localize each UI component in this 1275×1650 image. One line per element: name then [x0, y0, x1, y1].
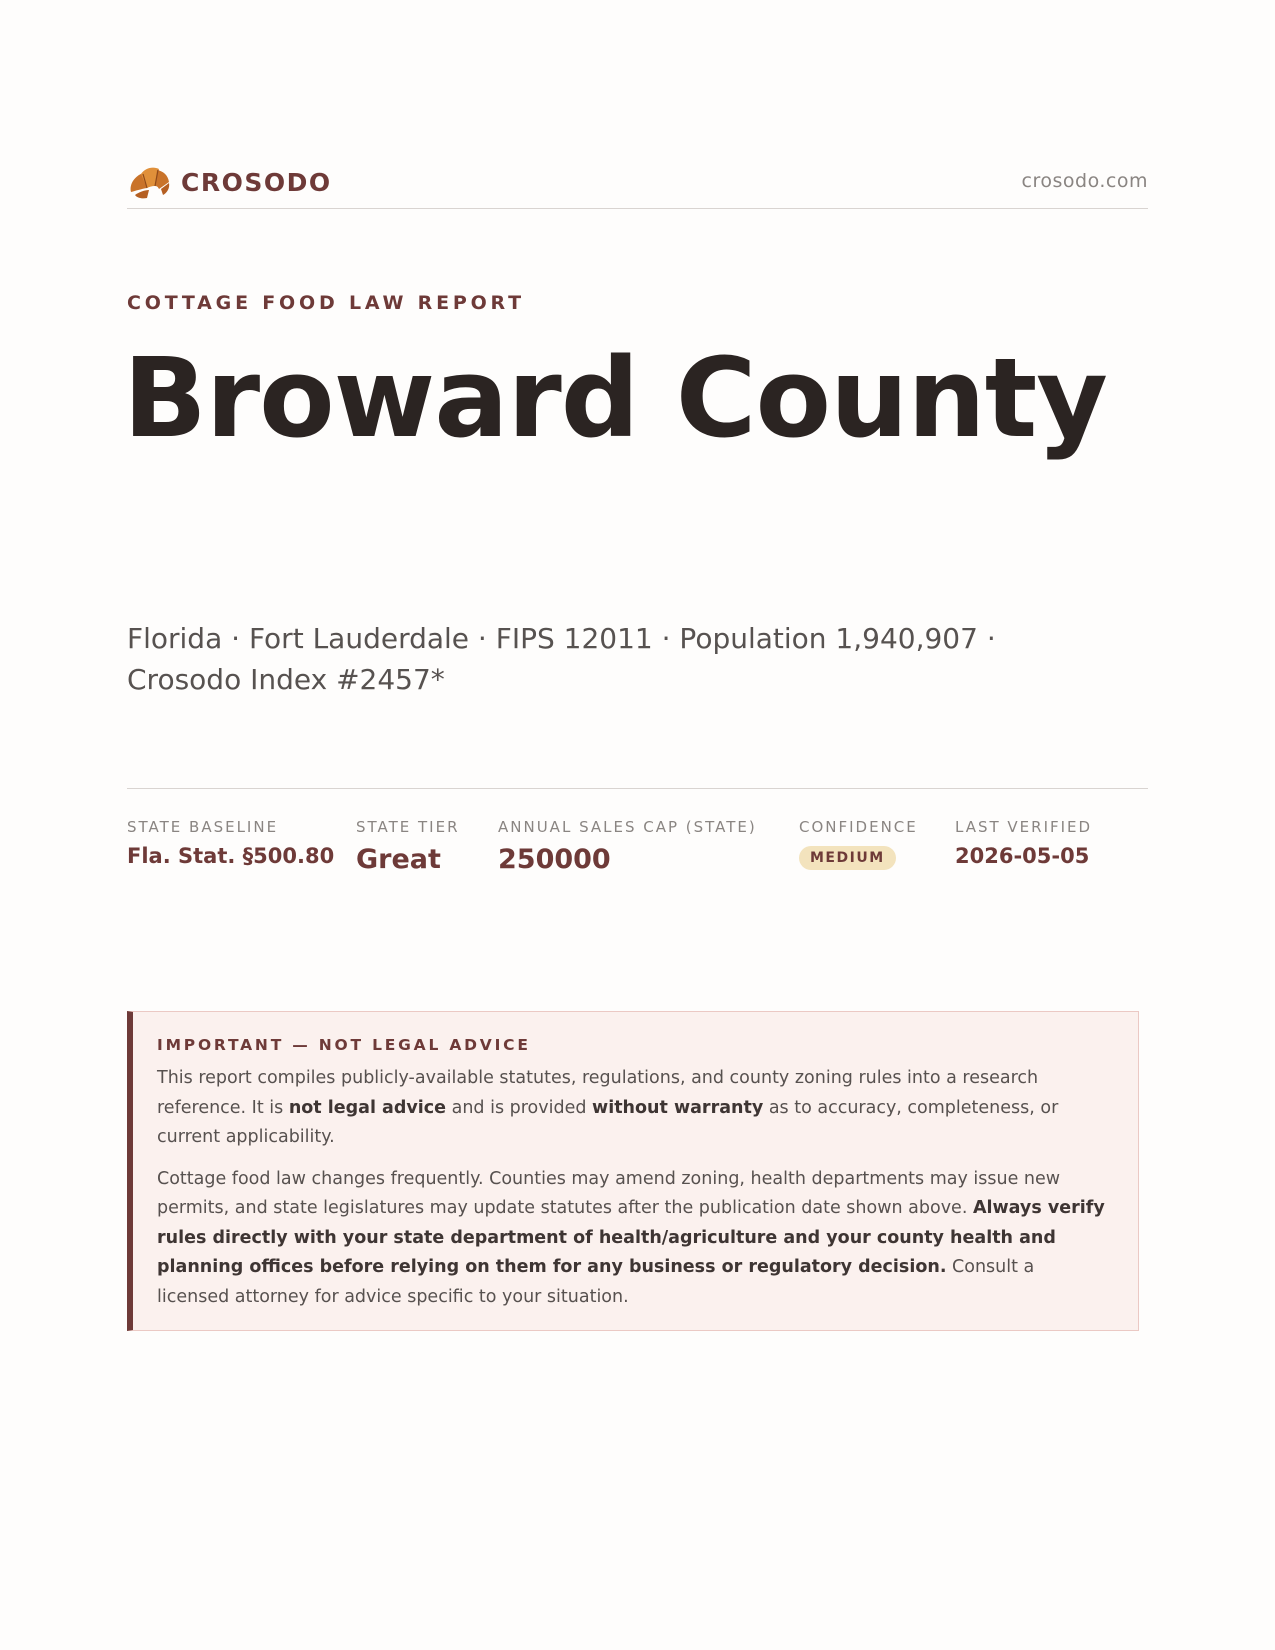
- stat-state-tier: [356, 818, 460, 875]
- disclaimer-paragraph-2: [157, 1165, 1112, 1313]
- stat-label: STATE TIER: [356, 818, 460, 836]
- stat-label: STATE BASELINE: [127, 818, 279, 836]
- stat-confidence: [799, 818, 918, 870]
- brand: [127, 162, 332, 202]
- text: as to accuracy, completeness, or current applicability.: [157, 1097, 1059, 1147]
- stat-state-baseline: [127, 818, 334, 868]
- subtitle-line-1: Florida · Fort Lauderdale · FIPS 12011 · Population 1,940,907 ·: [127, 622, 996, 655]
- report-subtitle: [127, 618, 1027, 700]
- disclaimer-paragraph-1: [157, 1064, 1112, 1153]
- text: and is provided: [446, 1097, 593, 1118]
- page-header: [127, 158, 1148, 209]
- stat-last-verified: [955, 818, 1092, 868]
- brand-name: CROSODO: [181, 167, 332, 197]
- text: This report compiles publicly-available statutes, regulations, and county zoning rules into a research reference. It is: [157, 1068, 1039, 1118]
- stat-label: LAST VERIFIED: [955, 818, 1093, 836]
- disclaimer-title: IMPORTANT — NOT LEGAL ADVICE: [157, 1036, 531, 1054]
- page-title: Broward County: [123, 334, 1108, 462]
- emphasis: not legal advice: [288, 1097, 447, 1118]
- stat-value: Great: [356, 844, 441, 875]
- text: Consult a licensed attorney for advice specific to your situation.: [157, 1257, 1035, 1307]
- report-eyebrow: COTTAGE FOOD LAW REPORT: [127, 292, 525, 314]
- stat-label: CONFIDENCE: [799, 818, 918, 836]
- stat-value: 2026-05-05: [955, 844, 1090, 868]
- text: Cottage food law changes frequently. Counties may amend zoning, health departments may issue new permits, and state legislatures may update statutes after the publication date shown above.: [157, 1168, 1061, 1218]
- stat-label: ANNUAL SALES CAP (STATE): [498, 818, 757, 836]
- subtitle-line-2: Crosodo Index #2457*: [127, 663, 445, 696]
- divider: [127, 788, 1148, 789]
- emphasis: without warranty: [592, 1097, 764, 1118]
- confidence-badge: MEDIUM: [799, 846, 896, 870]
- stat-value: 250000: [498, 844, 611, 875]
- croissant-icon: [127, 162, 171, 202]
- legal-disclaimer: [127, 1011, 1139, 1331]
- site-link[interactable]: crosodo.com: [1021, 170, 1148, 192]
- stat-value: Fla. Stat. §500.80: [127, 844, 335, 868]
- emphasis: Always verify rules directly with your state department of health/agriculture and your county health and planning offices before relying on them for any business or regulatory decision.: [157, 1198, 1105, 1277]
- stat-sales-cap: [498, 818, 757, 875]
